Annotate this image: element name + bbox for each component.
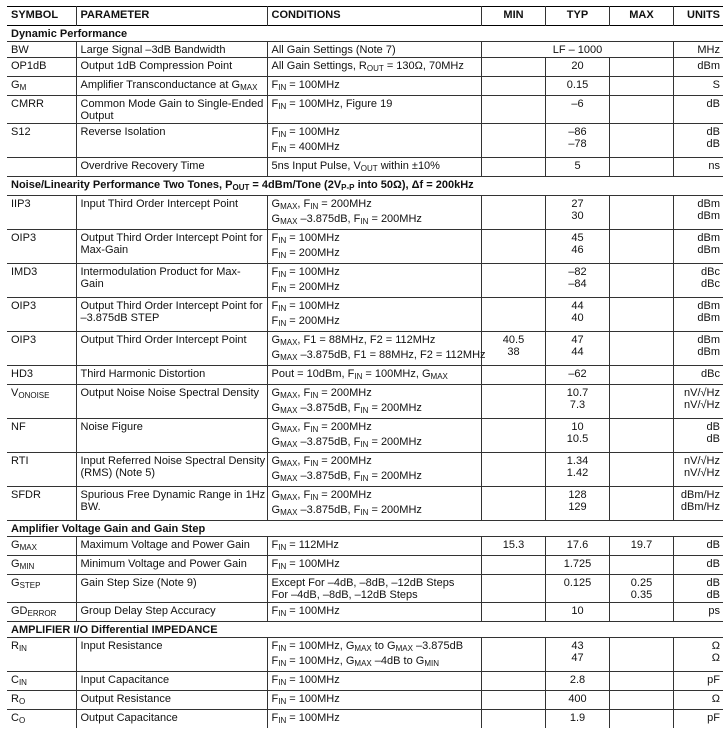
cell-parameter: Spurious Free Dynamic Range in 1Hz BW. bbox=[76, 487, 267, 521]
cell-max bbox=[609, 556, 673, 575]
cell-parameter: Output Third Order Intercept Point bbox=[76, 332, 267, 366]
section-impedance: AMPLIFIER I/O Differential IMPEDANCE bbox=[11, 624, 218, 636]
cell-min bbox=[481, 487, 545, 521]
table-row bbox=[7, 638, 723, 672]
cell-max bbox=[609, 453, 673, 487]
table-row bbox=[7, 298, 723, 332]
cell-max bbox=[609, 332, 673, 366]
cell-conditions: FIN = 100MHz bbox=[267, 691, 481, 710]
cell-typ: 1.9 bbox=[545, 710, 609, 729]
table-row bbox=[7, 124, 723, 158]
cell-conditions: Pout = 10dBm, FIN = 100MHz, GMAX bbox=[267, 366, 481, 385]
cell-typ: 10 10.5 bbox=[545, 419, 609, 453]
cell-min bbox=[481, 77, 545, 96]
cell-units: dB bbox=[673, 556, 723, 575]
cell-typ: 1.725 bbox=[545, 556, 609, 575]
cell-parameter: Third Harmonic Distortion bbox=[76, 366, 267, 385]
cell-typ: 10 bbox=[545, 603, 609, 622]
table-header-row bbox=[7, 7, 723, 26]
cell-symbol: VONOISE bbox=[11, 387, 50, 400]
header-parameter: PARAMETER bbox=[76, 7, 267, 26]
header-units: UNITS bbox=[673, 7, 723, 26]
cell-symbol: GSTEP bbox=[11, 577, 41, 590]
header-max: MAX bbox=[609, 7, 673, 26]
cell-units: dB bbox=[673, 96, 723, 124]
cell-typ: –62 bbox=[545, 366, 609, 385]
cell-symbol: OIP3 bbox=[11, 300, 37, 312]
cell-conditions: GMAX, FIN = 200MHz GMAX –3.875dB, FIN = 200MHz bbox=[267, 487, 481, 521]
cell-symbol: GM bbox=[11, 79, 27, 92]
cell-max bbox=[609, 158, 673, 177]
table-row bbox=[7, 419, 723, 453]
table-row bbox=[7, 603, 723, 622]
cell-conditions: Except For –4dB, –8dB, –12dB Steps For –4dB, –8dB, –12dB Steps bbox=[267, 575, 481, 603]
cell-parameter: Output Noise Noise Spectral Density bbox=[76, 385, 267, 419]
cell-parameter: Maximum Voltage and Power Gain bbox=[76, 537, 267, 556]
cell-max bbox=[609, 366, 673, 385]
cell-symbol: OP1dB bbox=[11, 60, 47, 72]
table-row bbox=[7, 332, 723, 366]
cell-min bbox=[481, 158, 545, 177]
cell-parameter: Minimum Voltage and Power Gain bbox=[76, 556, 267, 575]
table-row bbox=[7, 77, 723, 96]
cell-conditions: FIN = 100MHz bbox=[267, 603, 481, 622]
cell-max bbox=[609, 124, 673, 158]
cell-symbol: IIP3 bbox=[11, 198, 31, 210]
cell-min bbox=[481, 638, 545, 672]
cell-typ: –6 bbox=[545, 96, 609, 124]
cell-units: dBm dBm bbox=[673, 196, 723, 230]
cell-max bbox=[609, 77, 673, 96]
cell-conditions: FIN = 100MHz FIN = 200MHz bbox=[267, 230, 481, 264]
cell-max: 0.25 0.35 bbox=[609, 575, 673, 603]
cell-symbol: RTI bbox=[11, 455, 29, 467]
cell-symbol: OIP3 bbox=[11, 232, 37, 244]
header-min: MIN bbox=[481, 7, 545, 26]
cell-min bbox=[481, 196, 545, 230]
cell-min bbox=[481, 691, 545, 710]
cell-value: LF – 1000 bbox=[481, 42, 673, 58]
cell-min bbox=[481, 230, 545, 264]
cell-max bbox=[609, 385, 673, 419]
table-row bbox=[7, 58, 723, 77]
cell-max bbox=[609, 96, 673, 124]
cell-parameter: Input Capacitance bbox=[76, 672, 267, 691]
cell-conditions: FIN = 100MHz bbox=[267, 710, 481, 729]
section-row bbox=[7, 521, 723, 537]
cell-conditions: GMAX, F1 = 88MHz, F2 = 112MHz GMAX –3.875dB, F1 = 88MHz, F2 = 112MHz bbox=[267, 332, 481, 366]
cell-typ: 128 129 bbox=[545, 487, 609, 521]
cell-conditions: GMAX, FIN = 200MHz GMAX –3.875dB, FIN = 200MHz bbox=[267, 385, 481, 419]
cell-units: dB dB bbox=[673, 124, 723, 158]
cell-conditions: FIN = 100MHz, GMAX to GMAX –3.875dB FIN = 100MHz, GMAX –4dB to GMIN bbox=[267, 638, 481, 672]
cell-typ: 1.34 1.42 bbox=[545, 453, 609, 487]
cell-units: Ω Ω bbox=[673, 638, 723, 672]
cell-units: dBm dBm bbox=[673, 332, 723, 366]
cell-max bbox=[609, 672, 673, 691]
cell-min bbox=[481, 96, 545, 124]
cell-parameter: Amplifier Transconductance at GMAX bbox=[76, 77, 267, 96]
cell-units: dBc dBc bbox=[673, 264, 723, 298]
cell-units: pF bbox=[673, 672, 723, 691]
section-row bbox=[7, 622, 723, 638]
cell-parameter: Gain Step Size (Note 9) bbox=[76, 575, 267, 603]
cell-symbol: CO bbox=[11, 712, 26, 725]
cell-units: dB dB bbox=[673, 419, 723, 453]
cell-typ: 44 40 bbox=[545, 298, 609, 332]
cell-min bbox=[481, 419, 545, 453]
cell-min bbox=[481, 385, 545, 419]
cell-symbol: OIP3 bbox=[11, 334, 37, 346]
header-symbol: SYMBOL bbox=[11, 9, 59, 21]
cell-min bbox=[481, 264, 545, 298]
cell-parameter: Overdrive Recovery Time bbox=[76, 158, 267, 177]
table-row bbox=[7, 710, 723, 729]
table-row bbox=[7, 42, 723, 58]
cell-min bbox=[481, 575, 545, 603]
section-noise-linearity: Noise/Linearity Performance Two Tones, POUT = 4dBm/Tone (2VP-P into 50Ω), Δf = 200kHz bbox=[11, 179, 474, 192]
cell-typ: 20 bbox=[545, 58, 609, 77]
cell-units: dBc bbox=[673, 366, 723, 385]
cell-parameter: Common Mode Gain to Single-Ended Output bbox=[76, 96, 267, 124]
cell-parameter: Output Third Order Intercept Point for –3.875dB STEP bbox=[76, 298, 267, 332]
cell-max bbox=[609, 298, 673, 332]
cell-parameter: Group Delay Step Accuracy bbox=[76, 603, 267, 622]
cell-min bbox=[481, 124, 545, 158]
cell-typ: 27 30 bbox=[545, 196, 609, 230]
cell-conditions: FIN = 100MHz FIN = 200MHz bbox=[267, 264, 481, 298]
cell-units: nV/√Hz nV/√Hz bbox=[673, 453, 723, 487]
cell-conditions: FIN = 100MHz bbox=[267, 672, 481, 691]
cell-min bbox=[481, 603, 545, 622]
cell-min: 15.3 bbox=[481, 537, 545, 556]
cell-units: ns bbox=[673, 158, 723, 177]
cell-conditions: GMAX, FIN = 200MHz GMAX –3.875dB, FIN = 200MHz bbox=[267, 419, 481, 453]
section-dynamic-performance: Dynamic Performance bbox=[11, 28, 128, 40]
section-gain: Amplifier Voltage Gain and Gain Step bbox=[11, 523, 206, 535]
cell-min bbox=[481, 58, 545, 77]
cell-units: dBm/Hz dBm/Hz bbox=[673, 487, 723, 521]
cell-max bbox=[609, 603, 673, 622]
cell-symbol: RIN bbox=[11, 640, 27, 653]
cell-conditions: All Gain Settings (Note 7) bbox=[267, 42, 481, 58]
cell-conditions: GMAX, FIN = 200MHz GMAX –3.875dB, FIN = 200MHz bbox=[267, 453, 481, 487]
cell-conditions: 5ns Input Pulse, VOUT within ±10% bbox=[267, 158, 481, 177]
cell-parameter: Output 1dB Compression Point bbox=[76, 58, 267, 77]
table-row bbox=[7, 230, 723, 264]
cell-symbol: BW bbox=[11, 44, 29, 56]
table-row bbox=[7, 385, 723, 419]
table-row bbox=[7, 487, 723, 521]
cell-typ: 400 bbox=[545, 691, 609, 710]
cell-max bbox=[609, 691, 673, 710]
section-row bbox=[7, 26, 723, 42]
cell-max bbox=[609, 638, 673, 672]
cell-parameter: Input Resistance bbox=[76, 638, 267, 672]
cell-typ: 47 44 bbox=[545, 332, 609, 366]
cell-symbol: GMIN bbox=[11, 558, 35, 571]
cell-parameter: Intermodulation Product for Max-Gain bbox=[76, 264, 267, 298]
table-row bbox=[7, 366, 723, 385]
cell-parameter: Output Capacitance bbox=[76, 710, 267, 729]
table-row bbox=[7, 556, 723, 575]
cell-max bbox=[609, 487, 673, 521]
cell-conditions: FIN = 100MHz bbox=[267, 77, 481, 96]
cell-symbol: RO bbox=[11, 693, 26, 706]
cell-min: 40.5 38 bbox=[481, 332, 545, 366]
cell-conditions: FIN = 100MHz bbox=[267, 556, 481, 575]
cell-units: ps bbox=[673, 603, 723, 622]
cell-conditions: FIN = 112MHz bbox=[267, 537, 481, 556]
cell-max: 19.7 bbox=[609, 537, 673, 556]
cell-typ: 43 47 bbox=[545, 638, 609, 672]
cell-conditions: GMAX, FIN = 200MHz GMAX –3.875dB, FIN = 200MHz bbox=[267, 196, 481, 230]
cell-conditions: FIN = 100MHz FIN = 400MHz bbox=[267, 124, 481, 158]
cell-typ: 45 46 bbox=[545, 230, 609, 264]
cell-units: dB dB bbox=[673, 575, 723, 603]
cell-units: Ω bbox=[673, 691, 723, 710]
electrical-characteristics-table bbox=[7, 6, 723, 728]
cell-max bbox=[609, 710, 673, 729]
cell-min bbox=[481, 710, 545, 729]
table-row bbox=[7, 691, 723, 710]
cell-symbol: SFDR bbox=[11, 489, 41, 501]
table-row bbox=[7, 537, 723, 556]
table-row bbox=[7, 196, 723, 230]
cell-parameter: Reverse Isolation bbox=[76, 124, 267, 158]
cell-units: dB bbox=[673, 537, 723, 556]
table-row bbox=[7, 672, 723, 691]
cell-typ: 17.6 bbox=[545, 537, 609, 556]
cell-typ: –82 –84 bbox=[545, 264, 609, 298]
cell-parameter: Output Third Order Intercept Point for Max-Gain bbox=[76, 230, 267, 264]
cell-max bbox=[609, 419, 673, 453]
cell-max bbox=[609, 196, 673, 230]
cell-parameter: Noise Figure bbox=[76, 419, 267, 453]
cell-max bbox=[609, 58, 673, 77]
table-row bbox=[7, 158, 723, 177]
cell-units: nV/√Hz nV/√Hz bbox=[673, 385, 723, 419]
header-conditions: CONDITIONS bbox=[267, 7, 481, 26]
cell-units: dBm dBm bbox=[673, 230, 723, 264]
cell-parameter: Output Resistance bbox=[76, 691, 267, 710]
cell-min bbox=[481, 453, 545, 487]
cell-typ: 5 bbox=[545, 158, 609, 177]
header-typ: TYP bbox=[545, 7, 609, 26]
table-row bbox=[7, 575, 723, 603]
cell-symbol bbox=[7, 158, 76, 177]
section-row bbox=[7, 177, 723, 196]
cell-parameter: Input Third Order Intercept Point bbox=[76, 196, 267, 230]
cell-typ: 0.125 bbox=[545, 575, 609, 603]
cell-symbol: S12 bbox=[11, 126, 31, 138]
cell-symbol: HD3 bbox=[11, 368, 34, 380]
cell-min bbox=[481, 298, 545, 332]
cell-typ: 2.8 bbox=[545, 672, 609, 691]
cell-conditions: FIN = 100MHz FIN = 200MHz bbox=[267, 298, 481, 332]
cell-symbol: CMRR bbox=[11, 98, 44, 110]
cell-units: pF bbox=[673, 710, 723, 729]
cell-typ: 10.7 7.3 bbox=[545, 385, 609, 419]
cell-symbol: IMD3 bbox=[11, 266, 38, 278]
cell-min bbox=[481, 366, 545, 385]
cell-conditions: FIN = 100MHz, Figure 19 bbox=[267, 96, 481, 124]
cell-units: dBm bbox=[673, 58, 723, 77]
cell-parameter: Input Referred Noise Spectral Density (RMS) (Note 5) bbox=[76, 453, 267, 487]
cell-symbol: CIN bbox=[11, 674, 27, 687]
cell-max bbox=[609, 264, 673, 298]
cell-units: S bbox=[673, 77, 723, 96]
cell-max bbox=[609, 230, 673, 264]
cell-units: MHz bbox=[673, 42, 723, 58]
cell-symbol: GDERROR bbox=[11, 605, 57, 618]
table-row bbox=[7, 96, 723, 124]
cell-symbol: GMAX bbox=[11, 539, 37, 552]
table-row bbox=[7, 264, 723, 298]
table-row bbox=[7, 453, 723, 487]
cell-conditions: All Gain Settings, ROUT = 130Ω, 70MHz bbox=[267, 58, 481, 77]
cell-typ: –86 –78 bbox=[545, 124, 609, 158]
cell-symbol: NF bbox=[11, 421, 26, 433]
cell-units: dBm dBm bbox=[673, 298, 723, 332]
cell-parameter: Large Signal –3dB Bandwidth bbox=[76, 42, 267, 58]
cell-min bbox=[481, 556, 545, 575]
cell-typ: 0.15 bbox=[545, 77, 609, 96]
cell-min bbox=[481, 672, 545, 691]
